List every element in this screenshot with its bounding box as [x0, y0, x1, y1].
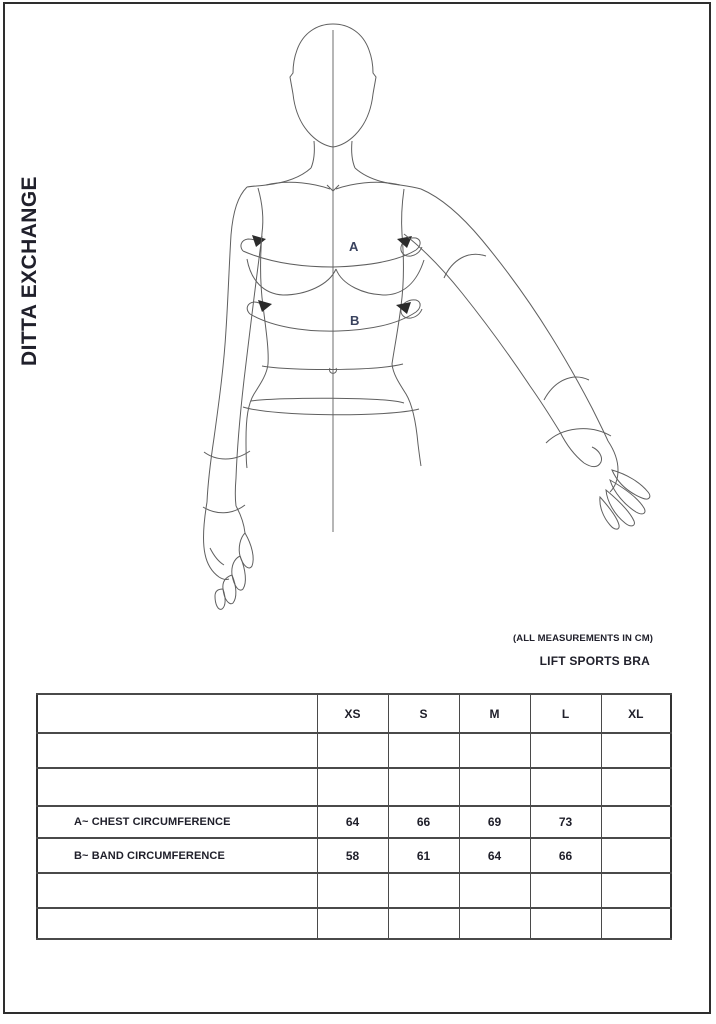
- measurement-row-label: A~ CHEST CIRCUMFERENCE: [37, 806, 317, 838]
- table-row-chest: [37, 806, 671, 838]
- table-row: [37, 873, 671, 908]
- neck-right: [352, 141, 355, 168]
- band-tape-ellipse: [247, 300, 422, 331]
- measurement-value-cell: [317, 908, 388, 939]
- size-column-header: S: [388, 694, 459, 733]
- measurement-value-cell: 66: [530, 838, 601, 873]
- corner-cell: [37, 694, 317, 733]
- measurement-value-cell: [388, 873, 459, 908]
- measurement-value-cell: [601, 908, 671, 939]
- size-column-header: XS: [317, 694, 388, 733]
- measurement-value-cell: [601, 733, 671, 768]
- armhole-left: [258, 188, 263, 233]
- left-hand: [204, 502, 254, 609]
- measurements-note: (ALL MEASUREMENTS IN CM): [513, 633, 653, 644]
- measurement-value-cell: [459, 873, 530, 908]
- measurement-value-cell: 61: [388, 838, 459, 873]
- measurement-value-cell: 73: [530, 806, 601, 838]
- measurement-value-cell: [530, 768, 601, 806]
- size-chart-table: [36, 693, 672, 940]
- measurement-value-cell: 66: [388, 806, 459, 838]
- measurement-value-cell: [530, 908, 601, 939]
- armhole-right: [402, 189, 404, 234]
- measurement-value-cell: 64: [459, 838, 530, 873]
- right-arm: [404, 189, 611, 443]
- size-column-header: L: [530, 694, 601, 733]
- measurement-value-cell: [601, 838, 671, 873]
- measurement-row-label: [37, 873, 317, 908]
- bust-right: [336, 260, 424, 295]
- collarbone-left: [266, 182, 330, 189]
- measurement-row-label: [37, 908, 317, 939]
- measurement-value-cell: [601, 768, 671, 806]
- right-elbow-arc: [444, 254, 486, 278]
- chest-arrow-left-icon: [252, 235, 266, 247]
- measurement-value-cell: [388, 908, 459, 939]
- measurement-value-cell: 69: [459, 806, 530, 838]
- measurement-value-cell: [317, 768, 388, 806]
- measurement-value-cell: [530, 873, 601, 908]
- size-column-header: M: [459, 694, 530, 733]
- measurement-value-cell: [388, 768, 459, 806]
- chest-tape-ellipse: [241, 235, 422, 267]
- chest-label-a: A: [349, 239, 359, 254]
- torso-right: [392, 234, 421, 466]
- size-header-row: [37, 694, 671, 733]
- chest-arrow-right-icon: [397, 236, 412, 248]
- shoulder-right: [355, 168, 421, 189]
- measurement-row-label: [37, 733, 317, 768]
- measurement-row-label: B~ BAND CIRCUMFERENCE: [37, 838, 317, 873]
- band-label-b: B: [350, 313, 360, 328]
- neck-left: [311, 141, 314, 168]
- measurement-value-cell: [317, 733, 388, 768]
- right-wrist-arc: [546, 429, 611, 443]
- measurement-value-cell: [530, 733, 601, 768]
- measurement-row-label: [37, 768, 317, 806]
- measurement-value-cell: [388, 733, 459, 768]
- band-arrow-right-icon: [396, 302, 411, 314]
- brand-vertical-text: DITTA EXCHANGE: [18, 176, 41, 366]
- product-title: LIFT SPORTS BRA: [539, 654, 650, 668]
- band-arrow-left-icon: [258, 300, 272, 312]
- measurement-value-cell: [601, 806, 671, 838]
- measurement-value-cell: [317, 873, 388, 908]
- measurement-value-cell: [601, 873, 671, 908]
- measurement-value-cell: 64: [317, 806, 388, 838]
- right-forearm-arc: [544, 377, 589, 400]
- hip-line-upper: [251, 398, 404, 403]
- table-row: [37, 768, 671, 806]
- measurement-value-cell: [459, 733, 530, 768]
- table-row: [37, 908, 671, 939]
- shoulder-left: [247, 168, 311, 187]
- right-hand: [560, 432, 650, 529]
- hip-line-lower: [243, 407, 419, 415]
- collarbone-right: [336, 182, 400, 189]
- measurement-value-cell: 58: [317, 838, 388, 873]
- size-column-header: XL: [601, 694, 671, 733]
- table-row: [37, 733, 671, 768]
- table-row-band: [37, 838, 671, 873]
- measurement-value-cell: [459, 908, 530, 939]
- measurement-value-cell: [459, 768, 530, 806]
